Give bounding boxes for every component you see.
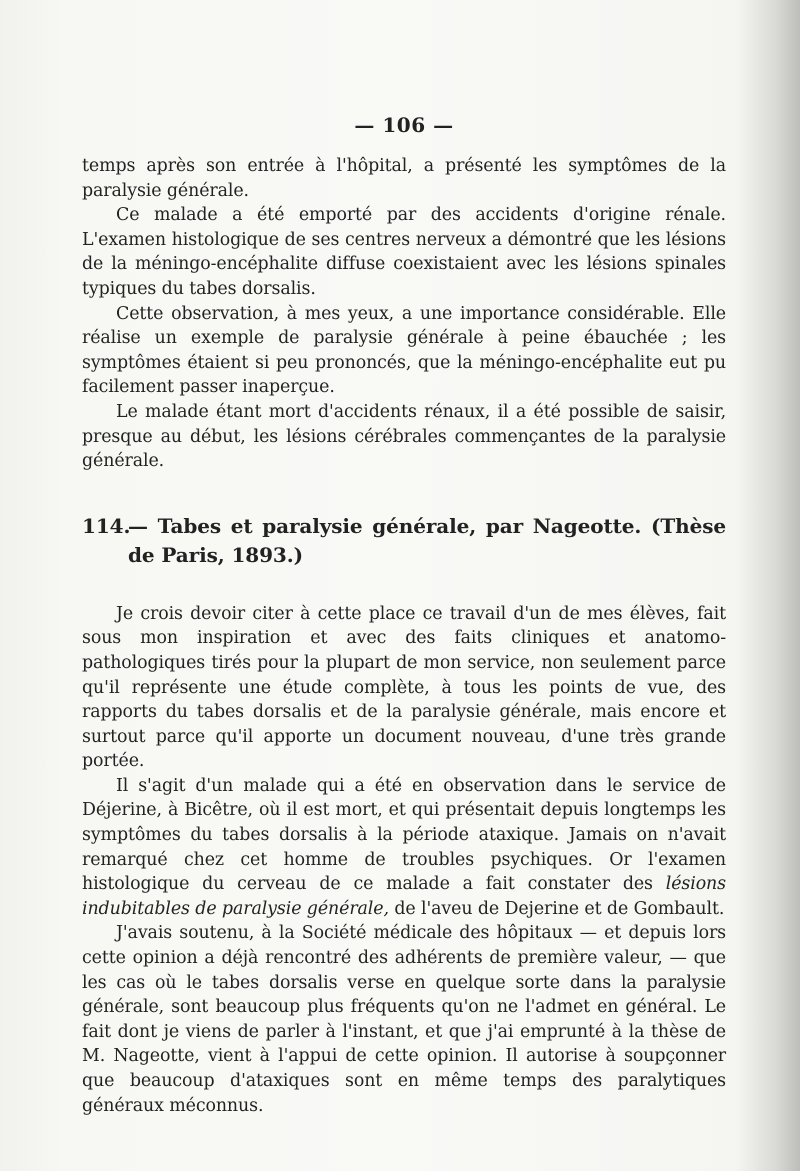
section-heading xyxy=(82,512,726,570)
paragraph-early-lesions: Le malade étant mort d'accidents rénaux, il a été possible de saisir, presque au début, les lésions cérébrales commençantes de la paralysie générale. xyxy=(82,401,726,472)
paragraph-dejerine-text: Il s'agit d'un malade qui a été en observation dans le service de Déjerine, à Bicêtre, où il est mort, et qui présentait depuis longtemps les symptômes du tabes dorsalis à la période ataxique. Jamais on n'avait remarqué chez cet homme de troubles psychiques. Or l'examen histologique du cerveau de ce malade a fait constater des xyxy=(82,775,726,895)
paragraph-observation-importance: Cette observation, à mes yeux, a une importance considérable. Elle réalise un exemple de paralysie générale à peine ébauchée ; les symptômes étaient si peu prononcés, que la méningo-encéphalite eut pu facilement passer inaperçue. xyxy=(82,303,726,398)
paragraph-renal-death: Ce malade a été emporté par des accidents d'origine rénale. L'examen histologique de ses centres nerveux a démontré que les lésions de la méningo-encéphalite diffuse coexistaient avec les lésions spinales typiques du tabes dorsalis. xyxy=(82,205,726,299)
paragraph-dejerine-case xyxy=(82,774,726,922)
section-number: 114. xyxy=(82,513,131,538)
paragraph-dejerine-end: de l'aveu de Dejerine et de Gombault. xyxy=(388,898,725,919)
paragraph-nageotte-thesis: Je crois devoir citer à cette place ce travail d'un de mes élèves, fait sous mon inspiration et avec des faits cliniques et anatomo-pathologiques tirés pour la plupart de mon service, non seulement parce qu'il représente une étude complète, à tous les points de vue, des rapports du tabes dorsalis et de la paralysie générale, mais encore et surtout parce qu'il apporte un document nouveau, d'une très grande portée. xyxy=(82,603,726,772)
book-page xyxy=(82,110,726,1118)
paragraph-societe-medicale: J'avais soutenu, à la Société médicale des hôpitaux — et depuis lors cette opinion a déjà rencontré des adhérents de première valeur, — que les cas où le tabes dorsalis verse en quelque sorte dans la paralysie générale, sont beaucoup plus fréquents qu'on ne l'admet en général. Le fait dont je viens de parler à l'instant, et que j'ai emprunté à la thèse de M. Nageotte, vient à l'appui de cette opinion. Il autorise à soupçonner que beaucoup d'ataxiques sont en même temps des paralytiques généraux méconnus. xyxy=(82,923,726,1116)
paragraph-dejerine-italic: lésions indubitables de paralysie générale, xyxy=(82,874,726,919)
section-title: — Tabes et paralysie générale, par Nageotte. (Thèse de Paris, 1893.) xyxy=(128,513,726,567)
paragraph-continuation: temps après son entrée à l'hôpital, a présenté les symptômes de la paralysie générale. xyxy=(82,156,726,201)
page-number: — 106 — xyxy=(354,113,454,137)
